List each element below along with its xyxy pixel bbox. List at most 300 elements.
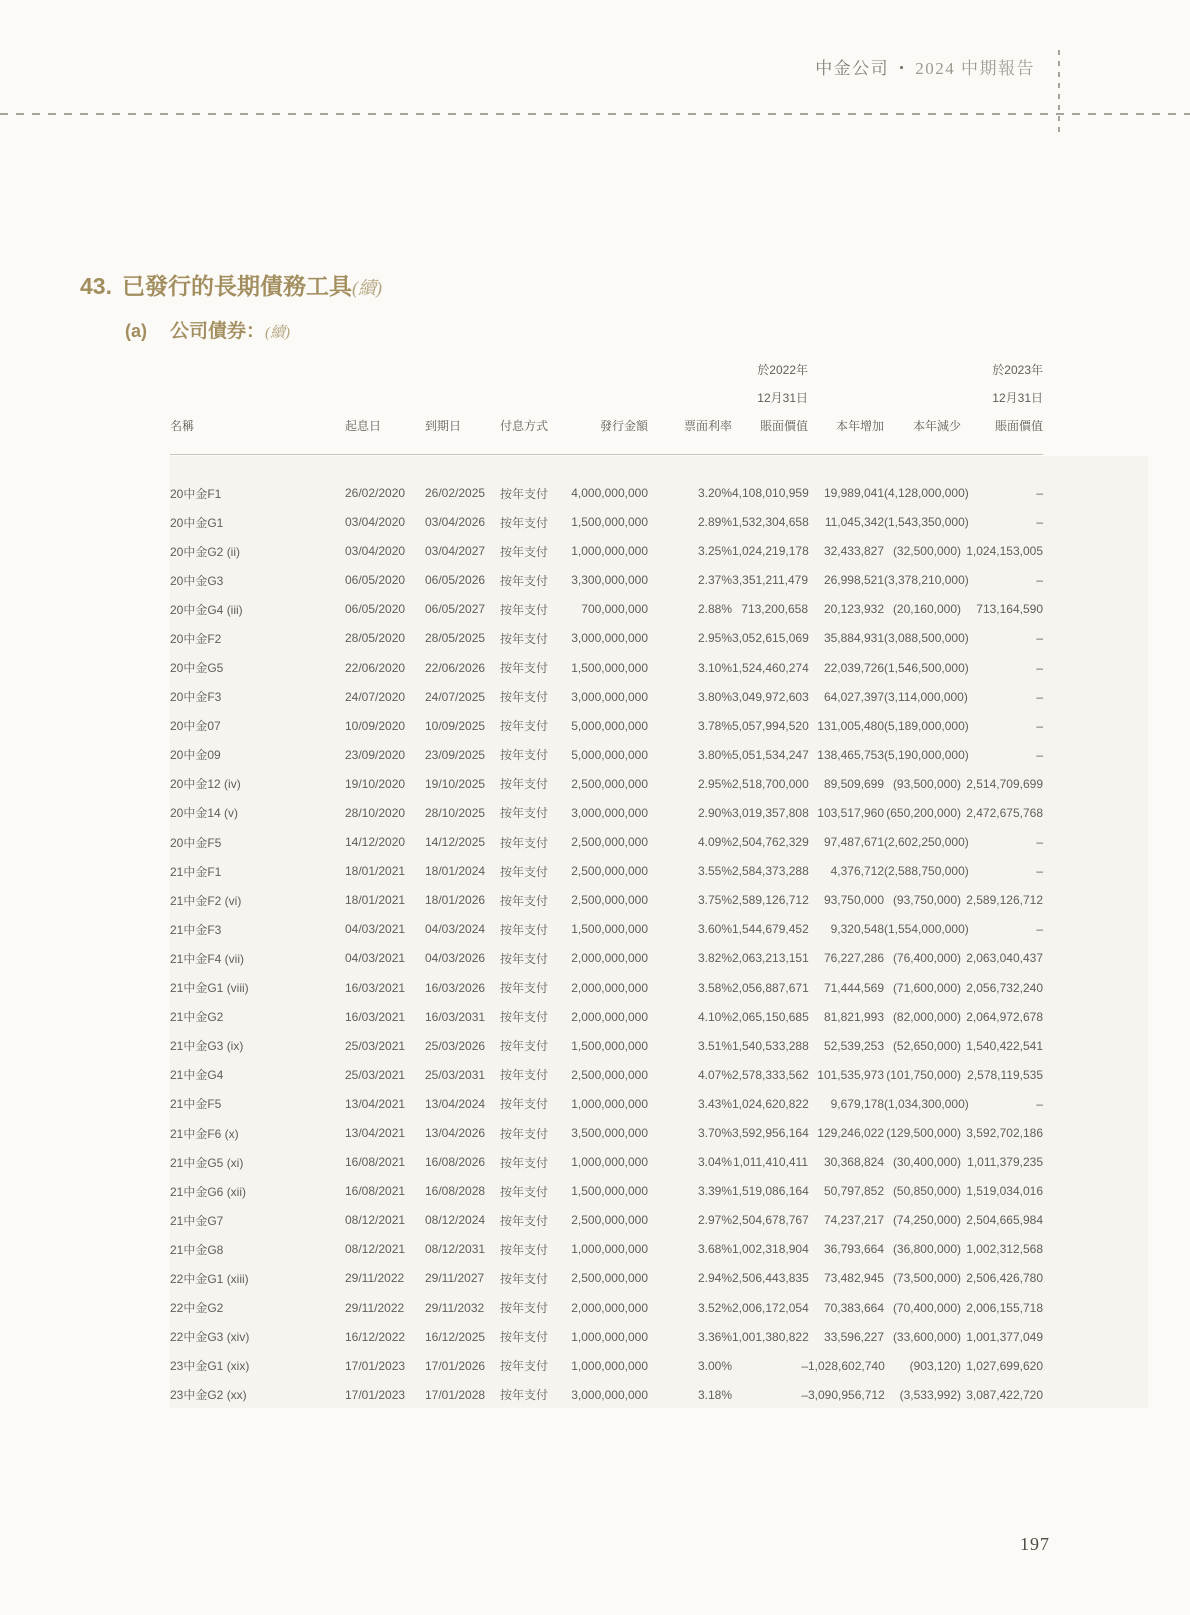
cell-issue_amount: 700,000,000 (581, 602, 648, 617)
cell-payment_method: 按年支付 (500, 544, 549, 559)
cell-name: 22中金G2 (170, 1301, 224, 1316)
cell-carrying_2022: 2,578,333,562 (732, 1067, 809, 1082)
cell-additions: 64,027,397 (823, 689, 884, 704)
cell-carrying_2022: 4,108,010,959 (732, 486, 809, 501)
cell-additions: 11,045,342 (824, 515, 884, 530)
cell-issue_amount: 2,000,000,000 (571, 1300, 648, 1315)
cell-additions: 32,433,827 (823, 544, 884, 559)
cell-maturity_date: 16/08/2026 (425, 1155, 486, 1170)
cell-coupon_rate: 3.10% (697, 660, 732, 675)
cell-issue_amount: 3,000,000,000 (571, 631, 648, 646)
cell-name: 21中金G3 (ix) (170, 1039, 244, 1054)
cell-coupon_rate: 3.43% (697, 1096, 732, 1111)
cell-payment_method: 按年支付 (500, 777, 549, 792)
cell-payment_method: 按年支付 (500, 864, 549, 879)
cell-payment_method: 按年支付 (500, 515, 549, 530)
cell-carrying_2023: 1,540,422,541 (966, 1038, 1043, 1053)
table-row (170, 857, 1043, 886)
cell-additions: 103,517,960 (817, 805, 884, 820)
cell-maturity_date: 29/11/2027 (425, 1271, 485, 1286)
cell-maturity_date: 17/01/2026 (425, 1358, 486, 1373)
cell-carrying_2022: 2,006,172,054 (732, 1300, 809, 1315)
cell-maturity_date: 06/05/2026 (425, 573, 486, 588)
table-row (170, 740, 1043, 769)
cell-coupon_rate: 3.20% (697, 486, 732, 501)
section-title (80, 268, 382, 301)
cell-carrying_2023: – (1036, 922, 1043, 937)
cell-carrying_2023: – (1036, 515, 1043, 530)
cell-carrying_2023: 2,064,972,678 (966, 1009, 1043, 1024)
col-header-name: 名稱 (170, 356, 345, 455)
cell-coupon_rate: 3.75% (697, 893, 732, 908)
section-title-text: 已發行的長期債務工具 (122, 273, 352, 299)
cell-carrying_2023: 2,504,665,984 (966, 1213, 1043, 1228)
cell-reductions: (4,128,000,000) (884, 486, 969, 501)
cell-issue_amount: 2,000,000,000 (571, 980, 648, 995)
cell-maturity_date: 23/09/2025 (425, 747, 486, 762)
cell-maturity_date: 13/04/2026 (425, 1126, 486, 1141)
cell-reductions: (2,588,750,000) (884, 864, 969, 879)
table-row (170, 653, 1043, 682)
cell-start_date: 08/12/2021 (345, 1242, 406, 1257)
table-row (170, 1322, 1043, 1351)
cell-start_date: 26/02/2020 (345, 486, 406, 501)
cell-maturity_date: 28/10/2025 (425, 805, 486, 820)
cell-maturity_date: 28/05/2025 (425, 631, 486, 646)
horizontal-dashed-divider (0, 113, 1190, 115)
table-row (170, 1089, 1043, 1118)
table-row (170, 769, 1043, 798)
cell-payment_method: 按年支付 (500, 806, 549, 821)
cell-maturity_date: 25/03/2031 (425, 1067, 486, 1082)
cell-start_date: 17/01/2023 (345, 1387, 406, 1402)
cell-reductions: (50,850,000) (892, 1184, 961, 1199)
cell-start_date: 16/08/2021 (345, 1155, 406, 1170)
table-row (170, 1002, 1043, 1031)
cell-reductions: (30,400,000) (892, 1155, 961, 1170)
table-row (170, 711, 1043, 740)
cell-start_date: 19/10/2020 (345, 776, 406, 791)
cell-carrying_2022: 713,200,658 (741, 602, 808, 617)
cell-start_date: 23/09/2020 (345, 747, 406, 762)
cell-name: 22中金G3 (xiv) (170, 1330, 250, 1345)
cell-issue_amount: 5,000,000,000 (571, 718, 648, 733)
cell-name: 21中金F4 (vii) (170, 951, 245, 966)
cell-issue_amount: 1,500,000,000 (571, 515, 648, 530)
cell-start_date: 18/01/2021 (345, 864, 406, 879)
cell-carrying_2023: 1,002,312,568 (966, 1242, 1043, 1257)
cell-carrying_2022: 1,544,679,452 (732, 922, 809, 937)
bond-table-body (170, 455, 1043, 1410)
cell-payment_method: 按年支付 (500, 1213, 549, 1228)
cell-reductions: (74,250,000) (892, 1213, 961, 1228)
table-row (170, 1206, 1043, 1235)
cell-issue_amount: 2,500,000,000 (571, 864, 648, 879)
cell-name: 21中金F2 (vi) (170, 893, 242, 908)
cell-name: 21中金G6 (xii) (170, 1184, 247, 1199)
report-header (0, 54, 1035, 79)
cell-start_date: 08/12/2021 (345, 1213, 406, 1228)
table-row (170, 915, 1043, 944)
cell-maturity_date: 18/01/2026 (425, 893, 486, 908)
cell-name: 23中金G1 (xix) (170, 1359, 250, 1374)
cell-reductions: (33,600,000) (892, 1329, 961, 1344)
col-header-issue-amount: 發行金額 (562, 356, 648, 455)
cell-payment_method: 按年支付 (500, 1242, 549, 1257)
cell-additions: 73,482,945 (823, 1271, 884, 1286)
cell-reductions: (5,189,000,000) (884, 718, 969, 733)
cell-maturity_date: 16/12/2025 (425, 1329, 486, 1344)
cell-additions: 30,368,824 (823, 1155, 884, 1170)
cell-payment_method: 按年支付 (500, 981, 549, 996)
cell-maturity_date: 14/12/2025 (425, 835, 486, 850)
cell-start_date: 10/09/2020 (345, 718, 406, 733)
cell-issue_amount: 2,500,000,000 (571, 1067, 648, 1082)
cell-additions: 9,679,178 (830, 1096, 884, 1111)
cell-payment_method: 按年支付 (500, 1097, 549, 1112)
cell-carrying_2022: 2,518,700,000 (732, 776, 809, 791)
cell-issue_amount: 3,000,000,000 (571, 689, 648, 704)
cell-start_date: 03/04/2020 (345, 515, 406, 530)
cell-maturity_date: 29/11/2032 (425, 1300, 485, 1315)
cell-carrying_2023: 2,578,119,535 (967, 1067, 1043, 1082)
cell-name: 20中金G3 (170, 573, 224, 588)
cell-issue_amount: 2,500,000,000 (571, 1213, 648, 1228)
cell-carrying_2022: – (801, 1358, 808, 1373)
cell-payment_method: 按年支付 (500, 1039, 549, 1054)
cell-name: 21中金F5 (170, 1097, 222, 1112)
cell-carrying_2023: 1,011,379,235 (967, 1155, 1043, 1170)
cell-carrying_2023: – (1036, 631, 1043, 646)
cell-additions: 97,487,671 (823, 835, 884, 850)
cell-maturity_date: 17/01/2028 (425, 1387, 486, 1402)
cell-maturity_date: 08/12/2031 (425, 1242, 486, 1257)
cell-carrying_2023: – (1036, 1096, 1043, 1111)
cell-carrying_2022: 3,592,956,164 (732, 1126, 809, 1141)
subsection-title-text: 公司債券： (170, 321, 266, 342)
cell-issue_amount: 1,500,000,000 (571, 660, 648, 675)
cell-additions: 129,246,022 (817, 1126, 884, 1141)
table-row (170, 1148, 1043, 1177)
cell-maturity_date: 04/03/2024 (425, 922, 486, 937)
cell-additions: 33,596,227 (823, 1329, 884, 1344)
cell-additions: 89,509,699 (823, 776, 884, 791)
bonds-table (170, 356, 1043, 1409)
cell-additions: 70,383,664 (823, 1300, 884, 1315)
cell-additions: 93,750,000 (823, 893, 884, 908)
cell-issue_amount: 3,000,000,000 (571, 1387, 648, 1402)
cell-additions: 4,376,712 (830, 864, 884, 879)
cell-carrying_2022: 2,056,887,671 (732, 980, 809, 995)
cell-coupon_rate: 3.68% (697, 1242, 732, 1257)
col-header-coupon-rate: 票面利率 (648, 356, 732, 455)
cell-carrying_2023: 2,063,040,437 (966, 951, 1043, 966)
cell-reductions: (20,160,000) (892, 602, 961, 617)
cell-issue_amount: 3,500,000,000 (571, 1126, 648, 1141)
cell-maturity_date: 16/08/2028 (425, 1184, 486, 1199)
subsection-letter: (a) (125, 321, 147, 341)
cell-start_date: 16/12/2022 (345, 1329, 406, 1344)
cell-coupon_rate: 4.09% (697, 835, 732, 850)
cell-maturity_date: 26/02/2025 (425, 486, 486, 501)
cell-maturity_date: 16/03/2031 (425, 1009, 486, 1024)
cell-payment_method: 按年支付 (500, 573, 549, 588)
cell-carrying_2022: 1,519,086,164 (732, 1184, 809, 1199)
cell-carrying_2022: 2,063,213,151 (732, 951, 809, 966)
cell-carrying_2022: 2,065,150,685 (732, 1009, 809, 1024)
bullet-separator-icon: • (899, 60, 906, 75)
cell-issue_amount: 1,500,000,000 (571, 1184, 648, 1199)
cell-start_date: 06/05/2020 (345, 573, 406, 588)
cell-issue_amount: 1,000,000,000 (571, 1358, 648, 1373)
table-row (170, 455, 1043, 508)
cell-coupon_rate: 3.25% (697, 544, 732, 559)
cell-name: 20中金F2 (170, 631, 222, 646)
cell-payment_method: 按年支付 (500, 951, 549, 966)
cell-payment_method: 按年支付 (500, 1330, 549, 1345)
cell-start_date: 29/11/2022 (345, 1300, 405, 1315)
cell-payment_method: 按年支付 (500, 748, 549, 763)
cell-payment_method: 按年支付 (500, 602, 549, 617)
cell-carrying_2022: – (801, 1387, 808, 1402)
table-row (170, 682, 1043, 711)
cell-carrying_2023: – (1036, 689, 1043, 704)
cell-payment_method: 按年支付 (500, 661, 549, 676)
table-row (170, 508, 1043, 537)
cell-additions: 1,028,602,740 (808, 1358, 885, 1373)
cell-issue_amount: 1,000,000,000 (571, 1096, 648, 1111)
cell-name: 22中金G1 (xiii) (170, 1271, 249, 1286)
cell-coupon_rate: 3.18% (697, 1387, 732, 1402)
cell-issue_amount: 3,300,000,000 (571, 573, 648, 588)
cell-carrying_2022: 2,584,373,288 (732, 864, 809, 879)
cell-reductions: (73,500,000) (892, 1271, 961, 1286)
table-row (170, 1293, 1043, 1322)
cell-maturity_date: 03/04/2027 (425, 544, 486, 559)
cell-carrying_2022: 3,049,972,603 (732, 689, 809, 704)
cell-carrying_2023: – (1036, 835, 1043, 850)
cell-name: 21中金G1 (viii) (170, 981, 249, 996)
table-row (170, 566, 1043, 595)
cell-carrying_2023: – (1036, 660, 1043, 675)
cell-payment_method: 按年支付 (500, 922, 549, 937)
cell-payment_method: 按年支付 (500, 690, 549, 705)
cell-issue_amount: 5,000,000,000 (571, 747, 648, 762)
cell-carrying_2023: 1,027,699,620 (966, 1358, 1043, 1373)
cell-name: 20中金12 (iv) (170, 777, 241, 792)
cell-reductions: (129,500,000) (886, 1126, 961, 1141)
cell-carrying_2022: 5,051,534,247 (732, 747, 809, 762)
cell-payment_method: 按年支付 (500, 893, 549, 908)
cell-additions: 81,821,993 (823, 1009, 884, 1024)
cell-reductions: (82,000,000) (892, 1009, 961, 1024)
cell-name: 23中金G2 (xx) (170, 1388, 247, 1403)
cell-coupon_rate: 3.00% (697, 1358, 732, 1373)
cell-issue_amount: 1,000,000,000 (571, 1329, 648, 1344)
cell-carrying_2022: 1,011,410,411 (733, 1155, 808, 1170)
cell-name: 21中金G5 (xi) (170, 1155, 244, 1170)
cell-reductions: (3,088,500,000) (884, 631, 969, 646)
cell-carrying_2022: 1,540,533,288 (732, 1038, 809, 1053)
cell-start_date: 04/03/2021 (345, 951, 406, 966)
table-row (170, 944, 1043, 973)
cell-coupon_rate: 3.78% (697, 718, 732, 733)
cell-carrying_2023: 1,519,034,016 (966, 1184, 1043, 1199)
cell-coupon_rate: 3.58% (697, 980, 732, 995)
cell-start_date: 25/03/2021 (345, 1038, 406, 1053)
header-row (170, 356, 1043, 455)
cell-issue_amount: 2,500,000,000 (571, 776, 648, 791)
cell-coupon_rate: 3.80% (697, 747, 732, 762)
cell-coupon_rate: 3.52% (697, 1300, 732, 1315)
cell-maturity_date: 18/01/2024 (425, 864, 486, 879)
cell-payment_method: 按年支付 (500, 486, 549, 501)
cell-reductions: (5,190,000,000) (884, 747, 969, 762)
cell-carrying_2023: – (1036, 718, 1043, 733)
cell-coupon_rate: 3.60% (697, 922, 732, 937)
cell-additions: 19,989,041 (823, 486, 884, 501)
cell-start_date: 18/01/2021 (345, 893, 406, 908)
vertical-dashed-divider (1058, 50, 1060, 138)
table-row (170, 624, 1043, 653)
cell-issue_amount: 1,500,000,000 (571, 1038, 648, 1053)
cell-carrying_2023: 2,589,126,712 (966, 893, 1043, 908)
cell-payment_method: 按年支付 (500, 1271, 549, 1286)
cell-carrying_2022: 1,024,620,822 (732, 1096, 809, 1111)
cell-name: 20中金07 (170, 719, 221, 734)
cell-issue_amount: 2,500,000,000 (571, 835, 648, 850)
cell-reductions: (3,114,000,000) (884, 689, 968, 704)
table-row (170, 1351, 1043, 1380)
cell-additions: 3,090,956,712 (808, 1387, 885, 1402)
cell-start_date: 22/06/2020 (345, 660, 406, 675)
cell-reductions: (1,546,500,000) (884, 660, 969, 675)
cell-additions: 9,320,548 (830, 922, 884, 937)
table-row (170, 595, 1043, 624)
cell-coupon_rate: 3.36% (697, 1329, 732, 1344)
cell-maturity_date: 08/12/2024 (425, 1213, 486, 1228)
col-header-payment-method: 付息方式 (500, 356, 562, 455)
cell-issue_amount: 3,000,000,000 (571, 805, 648, 820)
cell-issue_amount: 1,500,000,000 (571, 922, 648, 937)
table-row (170, 973, 1043, 1002)
cell-name: 20中金G1 (170, 515, 224, 530)
cell-carrying_2023: 2,506,426,780 (966, 1271, 1043, 1286)
cell-additions: 36,793,664 (823, 1242, 884, 1257)
cell-carrying_2022: 2,506,443,835 (732, 1271, 809, 1286)
cell-start_date: 28/05/2020 (345, 631, 406, 646)
cell-reductions: (101,750,000) (886, 1067, 961, 1082)
cell-additions: 74,237,217 (823, 1213, 884, 1228)
cell-carrying_2022: 3,019,357,808 (732, 805, 809, 820)
cell-maturity_date: 10/09/2025 (425, 718, 486, 733)
cell-issue_amount: 1,000,000,000 (571, 1155, 648, 1170)
cell-reductions: (36,800,000) (892, 1242, 961, 1257)
cell-reductions: (52,650,000) (892, 1038, 961, 1053)
cell-payment_method: 按年支付 (500, 631, 549, 646)
cell-issue_amount: 1,000,000,000 (571, 544, 648, 559)
section-number: 43. (80, 273, 112, 299)
cell-start_date: 13/04/2021 (345, 1096, 406, 1111)
cell-carrying_2023: 2,006,155,718 (966, 1300, 1043, 1315)
table-row (170, 1380, 1043, 1409)
cell-coupon_rate: 2.95% (697, 631, 732, 646)
cell-reductions: (71,600,000) (892, 980, 961, 995)
cell-start_date: 03/04/2020 (345, 544, 406, 559)
cell-start_date: 28/10/2020 (345, 805, 406, 820)
cell-additions: 52,539,253 (823, 1038, 884, 1053)
cell-reductions: (903,120) (909, 1358, 961, 1373)
cell-coupon_rate: 2.95% (697, 776, 732, 791)
cell-start_date: 16/03/2021 (345, 980, 406, 995)
cell-name: 21中金F6 (x) (170, 1126, 239, 1141)
cell-reductions: (1,543,350,000) (884, 515, 969, 530)
cell-name: 21中金F1 (170, 864, 222, 879)
cell-additions: 138,465,753 (817, 747, 884, 762)
cell-issue_amount: 2,500,000,000 (571, 893, 648, 908)
cell-carrying_2022: 2,589,126,712 (732, 893, 809, 908)
table-row (170, 1118, 1043, 1147)
cell-carrying_2023: 3,592,702,186 (966, 1126, 1043, 1141)
cell-coupon_rate: 2.97% (697, 1213, 732, 1228)
cell-coupon_rate: 3.70% (697, 1126, 732, 1141)
cell-start_date: 04/03/2021 (345, 922, 406, 937)
cell-carrying_2023: – (1036, 747, 1043, 762)
cell-carrying_2023: 2,514,709,699 (966, 776, 1043, 791)
subsection-continued-label: (續) (265, 325, 291, 341)
cell-start_date: 25/03/2021 (345, 1067, 406, 1082)
cell-payment_method: 按年支付 (500, 1155, 549, 1170)
cell-reductions: (3,378,210,000) (884, 573, 969, 588)
cell-carrying_2022: 1,524,460,274 (732, 660, 809, 675)
table-row (170, 1235, 1043, 1264)
cell-additions: 35,884,931 (823, 631, 884, 646)
cell-start_date: 16/03/2021 (345, 1009, 406, 1024)
cell-carrying_2022: 2,504,678,767 (732, 1213, 809, 1228)
cell-additions: 22,039,726 (823, 660, 884, 675)
cell-payment_method: 按年支付 (500, 1359, 549, 1374)
cell-name: 20中金F5 (170, 835, 222, 850)
cell-name: 20中金F3 (170, 690, 222, 705)
cell-maturity_date: 19/10/2025 (425, 776, 486, 791)
table-row (170, 828, 1043, 857)
section-continued-label: (續) (352, 278, 382, 298)
cell-start_date: 24/07/2020 (345, 689, 406, 704)
cell-start_date: 17/01/2023 (345, 1358, 406, 1373)
cell-coupon_rate: 2.89% (697, 515, 732, 530)
col-header-reductions: 本年減少 (884, 356, 961, 455)
cell-start_date: 16/08/2021 (345, 1184, 406, 1199)
table-row (170, 1031, 1043, 1060)
bonds-table-header (170, 356, 1043, 455)
table-row (170, 1177, 1043, 1206)
cell-reductions: (650,200,000) (886, 805, 961, 820)
cell-maturity_date: 13/04/2024 (425, 1096, 486, 1111)
cell-carrying_2022: 1,532,304,658 (732, 515, 809, 530)
cell-carrying_2023: 713,164,590 (976, 602, 1043, 617)
cell-coupon_rate: 3.82% (697, 951, 732, 966)
cell-payment_method: 按年支付 (500, 1010, 549, 1025)
cell-name: 21中金F3 (170, 922, 222, 937)
cell-coupon_rate: 2.94% (697, 1271, 732, 1286)
cell-maturity_date: 03/04/2026 (425, 515, 486, 530)
cell-coupon_rate: 3.39% (697, 1184, 732, 1199)
cell-reductions: (1,554,000,000) (884, 922, 969, 937)
cell-carrying_2022: 1,001,380,822 (732, 1329, 809, 1344)
cell-name: 20中金G4 (iii) (170, 602, 243, 617)
cell-issue_amount: 2,000,000,000 (571, 1009, 648, 1024)
cell-issue_amount: 4,000,000,000 (571, 486, 648, 501)
